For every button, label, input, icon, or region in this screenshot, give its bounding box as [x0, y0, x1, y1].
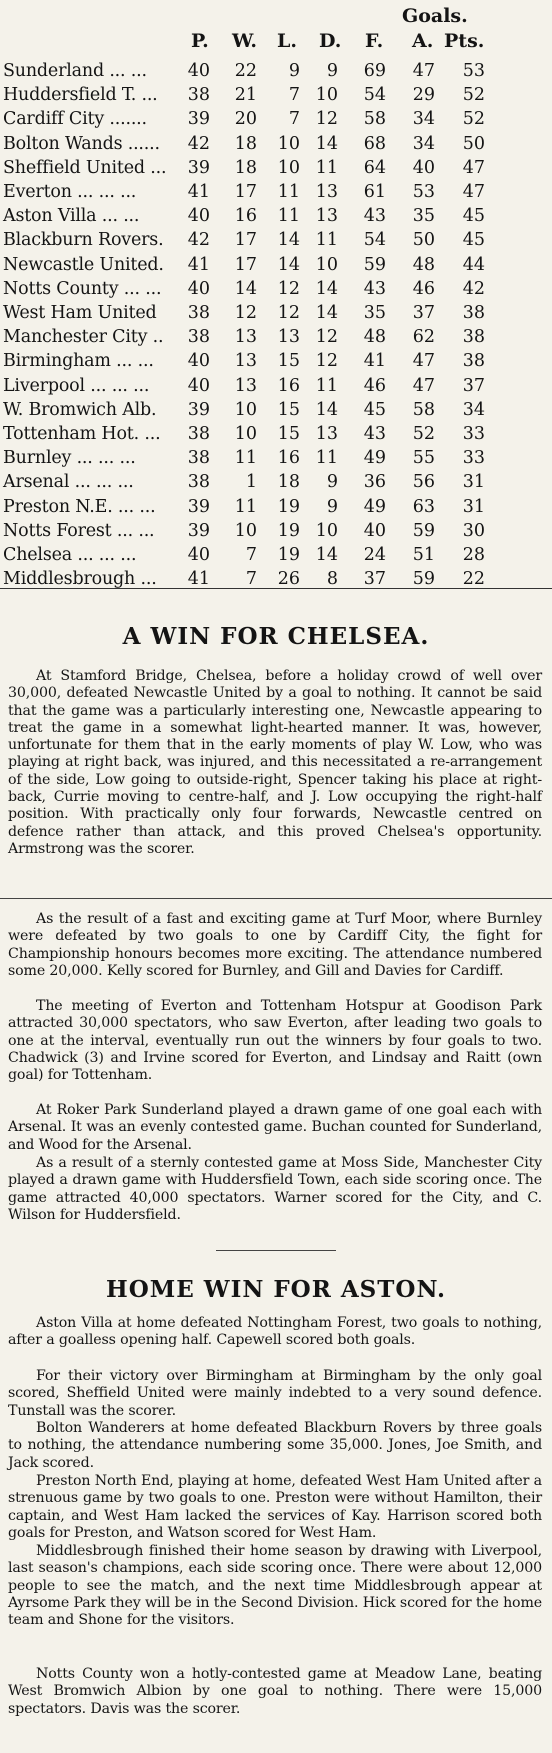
cell-drawn: 12: [315, 327, 338, 348]
cell-goals-against: 47: [412, 61, 435, 81]
col-header-won: W.: [232, 30, 257, 52]
team-name: Notts County ... ...: [3, 278, 162, 299]
cell-played: 40: [187, 61, 210, 81]
cell-won: 1: [245, 472, 257, 493]
cell-won: 17: [234, 182, 257, 202]
cell-drawn: 14: [315, 278, 338, 299]
team-name: Middlesbrough ...: [3, 569, 157, 590]
cell-goals-for: 59: [363, 254, 386, 275]
cell-won: 10: [234, 520, 257, 541]
cell-won: 17: [234, 254, 257, 275]
aston-paragraph-bolton: Bolton Wanderers at home defeated Blackburn Rovers by three goals to nothing, the attendance numbering some 35,000. Jones, Joe Smith, and Jack scored.: [8, 1420, 542, 1471]
cell-goals-for: 49: [363, 496, 386, 517]
cell-goals-against: 47: [412, 375, 435, 396]
short-divider: [216, 1250, 336, 1251]
section-rule: [0, 898, 552, 899]
table-row: [0, 180, 552, 204]
cell-won: 13: [234, 351, 257, 372]
cell-goals-for: 68: [363, 133, 386, 154]
cell-played: 39: [187, 496, 210, 517]
cell-won: 16: [234, 206, 257, 227]
cell-drawn: 11: [315, 230, 338, 251]
cell-goals-against: 35: [412, 206, 435, 227]
results-paragraph-moss-side: As a result of a sternly contested game at Moss Side, Manchester City played a drawn game with Huddersfield Town, each side scoring once. The game attracted 40,000 spectators. Warner scored for the City, and C. Wilson for Huddersfield.: [8, 1155, 542, 1223]
cell-goals-for: 58: [363, 109, 386, 130]
team-name: Bolton Wands ......: [3, 133, 160, 154]
cell-goals-for: 46: [363, 375, 386, 396]
table-row: [0, 374, 552, 398]
cell-goals-for: 43: [363, 424, 386, 444]
cell-drawn: 10: [315, 85, 338, 106]
team-name: Preston N.E. ... ...: [3, 496, 156, 517]
cell-points: 38: [462, 327, 485, 348]
cell-goals-against: 46: [412, 278, 435, 299]
cell-drawn: 10: [315, 254, 338, 275]
table-row: [0, 132, 552, 156]
cell-played: 41: [187, 254, 210, 275]
col-header-drawn: D.: [319, 30, 342, 52]
cell-goals-against: 37: [412, 303, 435, 323]
cell-points: 44: [462, 254, 485, 275]
cell-drawn: 12: [315, 109, 338, 130]
table-row: [0, 349, 552, 373]
cell-goals-for: 37: [363, 569, 386, 590]
cell-lost: 15: [277, 399, 300, 420]
table-row: [0, 398, 552, 422]
cell-played: 41: [187, 569, 210, 590]
cell-lost: 19: [277, 545, 300, 565]
cell-won: 18: [234, 157, 257, 178]
cell-goals-against: 59: [412, 520, 435, 541]
table-row: [0, 470, 552, 494]
cell-lost: 16: [277, 375, 300, 396]
cell-goals-for: 49: [363, 448, 386, 469]
cell-drawn: 13: [315, 424, 338, 444]
team-name: Aston Villa ... ...: [3, 206, 140, 227]
cell-goals-for: 45: [363, 399, 386, 420]
cell-points: 47: [462, 182, 485, 202]
table-bottom-rule: [0, 588, 552, 589]
goals-group-header: Goals.: [402, 5, 468, 27]
cell-lost: 16: [277, 448, 300, 469]
cell-lost: 18: [277, 472, 300, 493]
cell-points: 31: [462, 472, 485, 493]
table-row: [0, 107, 552, 131]
cell-goals-for: 40: [363, 520, 386, 541]
cell-goals-for: 54: [363, 85, 386, 106]
aston-paragraph-middlesbrough: Middlesbrough finished their home season by drawing with Liverpool, last season's champions, each side scoring once. There were about 12,000 people to see the match, and the next time Middlesbrough appear at Ayrsome Park they will be in the Second Division. Hick scored for the home team and Shone for the visitors.: [8, 1543, 542, 1629]
cell-won: 7: [245, 545, 257, 565]
team-name: Arsenal ... ... ...: [3, 472, 134, 493]
cell-drawn: 9: [326, 61, 338, 81]
cell-won: 21: [234, 85, 257, 106]
cell-won: 14: [234, 278, 257, 299]
cell-played: 42: [187, 230, 210, 251]
cell-points: 30: [462, 520, 485, 541]
cell-played: 38: [187, 85, 210, 106]
team-name: Liverpool ... ... ...: [3, 375, 150, 396]
team-name: Everton ... ... ...: [3, 182, 137, 202]
results-paragraph-turf-moor: As the result of a fast and exciting game at Turf Moor, where Burnley were defeated by two goals to one by Cardiff City, the fight for Championship honours becomes more exciting. The attendance numbered some 20,000. Kelly scored for Burnley, and Gill and Davies for Cardiff.: [8, 911, 542, 979]
cell-goals-against: 34: [412, 109, 435, 130]
cell-won: 11: [234, 448, 257, 469]
cell-goals-against: 56: [412, 472, 435, 493]
cell-goals-for: 43: [363, 278, 386, 299]
cell-won: 18: [234, 133, 257, 154]
cell-played: 40: [187, 375, 210, 396]
cell-won: 22: [234, 61, 257, 81]
cell-goals-for: 61: [363, 182, 386, 202]
team-name: Cardiff City .......: [3, 109, 147, 130]
cell-points: 47: [462, 157, 485, 178]
cell-points: 38: [462, 303, 485, 323]
cell-lost: 12: [277, 278, 300, 299]
table-row: [0, 422, 552, 446]
cell-goals-against: 50: [412, 230, 435, 251]
table-row: [0, 253, 552, 277]
cell-lost: 12: [277, 303, 300, 323]
cell-played: 40: [187, 206, 210, 227]
cell-points: 52: [462, 85, 485, 106]
cell-drawn: 14: [315, 303, 338, 323]
cell-drawn: 10: [315, 520, 338, 541]
cell-lost: 26: [277, 569, 300, 590]
cell-played: 38: [187, 424, 210, 444]
results-paragraph-goodison: The meeting of Everton and Tottenham Hotspur at Goodison Park attracted 30,000 spectators, who saw Everton, after leading two goals to one at the interval, eventually run out the winners by four goals to two. Chadwick (3) and Irvine scored for Everton, and Lindsay and Raitt (own goal) for Tottenham.: [8, 998, 542, 1084]
cell-played: 39: [187, 399, 210, 420]
cell-drawn: 13: [315, 206, 338, 227]
table-row: [0, 204, 552, 228]
table-row: [0, 446, 552, 470]
cell-goals-for: 36: [363, 472, 386, 493]
cell-goals-for: 35: [363, 303, 386, 323]
cell-lost: 11: [277, 182, 300, 202]
team-name: Sunderland ... ...: [3, 61, 147, 81]
team-name: Notts Forest ... ...: [3, 520, 155, 541]
cell-played: 39: [187, 520, 210, 541]
cell-goals-against: 63: [412, 496, 435, 517]
cell-drawn: 14: [315, 545, 338, 565]
cell-played: 38: [187, 448, 210, 469]
cell-points: 52: [462, 109, 485, 130]
cell-won: 13: [234, 327, 257, 348]
cell-lost: 14: [277, 230, 300, 251]
aston-paragraph-notts-county: Notts County won a hotly-contested game at Meadow Lane, beating West Bromwich Albion by one goal to nothing. There were 15,000 spectators. Davis was the scorer.: [8, 1666, 542, 1717]
cell-drawn: 13: [315, 182, 338, 202]
team-name: Newcastle United.: [3, 254, 164, 275]
cell-played: 42: [187, 133, 210, 154]
col-header-points: Pts.: [444, 30, 485, 52]
cell-won: 11: [234, 496, 257, 517]
cell-points: 31: [462, 496, 485, 517]
cell-lost: 19: [277, 496, 300, 517]
table-row: [0, 543, 552, 567]
team-name: Manchester City ..: [3, 327, 164, 348]
cell-won: 10: [234, 424, 257, 444]
cell-goals-for: 54: [363, 230, 386, 251]
cell-goals-against: 59: [412, 569, 435, 590]
cell-won: 20: [234, 109, 257, 130]
cell-goals-against: 53: [412, 182, 435, 202]
team-name: Burnley ... ... ...: [3, 448, 136, 469]
results-paragraph-roker-park: At Roker Park Sunderland played a drawn game of one goal each with Arsenal. It was an evenly contested game. Buchan counted for Sunderland, and Wood for the Arsenal.: [8, 1102, 542, 1153]
table-row: [0, 277, 552, 301]
cell-played: 39: [187, 109, 210, 130]
cell-points: 37: [462, 375, 485, 396]
cell-lost: 11: [277, 206, 300, 227]
col-header-for: F.: [365, 30, 384, 52]
cell-lost: 7: [288, 85, 300, 106]
cell-points: 53: [462, 61, 485, 81]
cell-won: 7: [245, 569, 257, 590]
cell-points: 34: [462, 399, 485, 420]
cell-drawn: 11: [315, 375, 338, 396]
cell-drawn: 8: [326, 569, 338, 590]
cell-goals-against: 62: [412, 327, 435, 348]
aston-paragraph-preston: Preston North End, playing at home, defeated West Ham United after a strenuous game by two goals to one. Preston were without Hamilton, their captain, and West Ham lacked the services of Kay. Harrison scored both goals for Preston, and Watson scored for West Ham.: [8, 1473, 542, 1541]
team-name: Tottenham Hot. ...: [3, 424, 161, 444]
cell-points: 42: [462, 278, 485, 299]
cell-drawn: 9: [326, 496, 338, 517]
cell-lost: 19: [277, 520, 300, 541]
team-name: Blackburn Rovers.: [3, 230, 164, 251]
table-row: [0, 301, 552, 325]
cell-goals-for: 24: [363, 545, 386, 565]
team-name: Birmingham ... ...: [3, 351, 154, 372]
cell-goals-for: 43: [363, 206, 386, 227]
cell-lost: 15: [277, 424, 300, 444]
cell-points: 45: [462, 206, 485, 227]
cell-drawn: 12: [315, 351, 338, 372]
cell-lost: 14: [277, 254, 300, 275]
cell-goals-against: 48: [412, 254, 435, 275]
cell-played: 38: [187, 472, 210, 493]
aston-paragraph-villa: Aston Villa at home defeated Nottingham Forest, two goals to nothing, after a goalless opening half. Capewell scored both goals.: [8, 1315, 542, 1349]
cell-played: 41: [187, 182, 210, 202]
col-header-lost: L.: [277, 30, 297, 52]
cell-drawn: 11: [315, 157, 338, 178]
aston-paragraph-sheffield: For their victory over Birmingham at Birmingham by the only goal scored, Sheffield United were mainly indebted to a very sound defence. Tunstall was the scorer.: [8, 1368, 542, 1419]
team-name: Chelsea ... ... ...: [3, 545, 137, 565]
cell-lost: 13: [277, 327, 300, 348]
cell-goals-for: 64: [363, 157, 386, 178]
headline-chelsea: A WIN FOR CHELSEA.: [122, 623, 430, 650]
team-name: Sheffield United ...: [3, 157, 167, 178]
cell-lost: 10: [277, 133, 300, 154]
cell-goals-against: 51: [412, 545, 435, 565]
team-name: W. Bromwich Alb.: [3, 399, 157, 420]
cell-goals-against: 47: [412, 351, 435, 372]
cell-won: 17: [234, 230, 257, 251]
cell-points: 33: [462, 448, 485, 469]
col-header-played: P.: [191, 30, 209, 52]
cell-goals-against: 40: [412, 157, 435, 178]
cell-goals-against: 58: [412, 399, 435, 420]
table-row: [0, 495, 552, 519]
col-header-against: A.: [412, 30, 434, 52]
table-row: [0, 228, 552, 252]
article-chelsea-paragraph: At Stamford Bridge, Chelsea, before a holiday crowd of well over 30,000, defeated Newcastle United by a goal to nothing. It cannot be said that the game was a particularly interesting one, Newcastle appearing to treat the game in a somewhat light-hearted manner. It was, however, unfortunate for them that in the early moments of play W. Low, who was playing at right back, was injured, and this necessitated a re-arrangement of the side, Low going to outside-right, Spencer taking his place at right-back, Currie moving to centre-half, and J. Low occupying the right-half position. With practically only four forwards, Newcastle centred on defence rather than attack, and this proved Chelsea's opportunity. Armstrong was the scorer.: [8, 668, 542, 857]
cell-drawn: 14: [315, 399, 338, 420]
cell-played: 40: [187, 545, 210, 565]
cell-goals-for: 48: [363, 327, 386, 348]
cell-won: 13: [234, 375, 257, 396]
cell-points: 22: [462, 569, 485, 590]
table-row: [0, 59, 552, 83]
headline-aston: HOME WIN FOR ASTON.: [105, 1276, 447, 1303]
team-name: West Ham United: [3, 303, 157, 323]
cell-points: 33: [462, 424, 485, 444]
cell-goals-for: 69: [363, 61, 386, 81]
cell-points: 38: [462, 351, 485, 372]
cell-played: 39: [187, 157, 210, 178]
cell-lost: 7: [288, 109, 300, 130]
cell-lost: 10: [277, 157, 300, 178]
cell-points: 28: [462, 545, 485, 565]
table-row: [0, 519, 552, 543]
cell-goals-for: 41: [363, 351, 386, 372]
cell-played: 40: [187, 351, 210, 372]
cell-drawn: 14: [315, 133, 338, 154]
cell-goals-against: 55: [412, 448, 435, 469]
team-name: Huddersfield T. ...: [3, 85, 158, 106]
cell-played: 40: [187, 278, 210, 299]
table-row: [0, 325, 552, 349]
cell-played: 38: [187, 303, 210, 323]
cell-played: 38: [187, 327, 210, 348]
cell-goals-against: 52: [412, 424, 435, 444]
cell-points: 45: [462, 230, 485, 251]
cell-lost: 9: [288, 61, 300, 81]
cell-lost: 15: [277, 351, 300, 372]
cell-points: 50: [462, 133, 485, 154]
cell-goals-against: 34: [412, 133, 435, 154]
cell-won: 10: [234, 399, 257, 420]
table-row: [0, 83, 552, 107]
cell-won: 12: [234, 303, 257, 323]
cell-goals-against: 29: [412, 85, 435, 106]
cell-drawn: 9: [326, 472, 338, 493]
cell-drawn: 11: [315, 448, 338, 469]
table-row: [0, 156, 552, 180]
